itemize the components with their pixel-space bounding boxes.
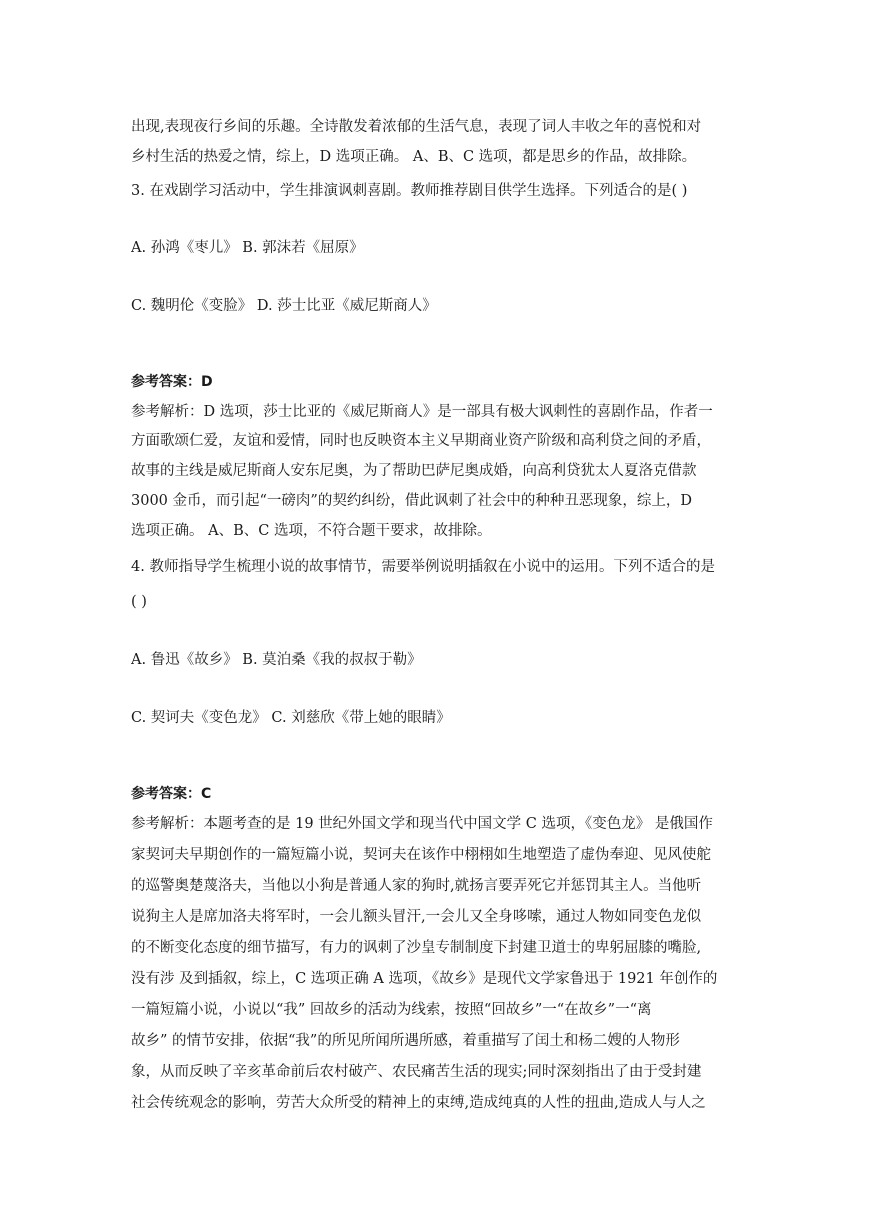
question-3-options-ab: A. 孙鸿《枣儿》 B. 郭沫若《屈原》 <box>131 240 364 256</box>
question-4-analysis-line: 参考解析：本题考查的是 19 世纪外国文学和现当代中国文学 C 选项，《变色龙》 是俄国作 <box>131 816 713 832</box>
question-4-analysis-line: 的巡警奥楚蔑洛夫，当他以小狗是普通人家的狗时,就扬言要弄死它并惩罚其主人。当他听 <box>131 878 702 894</box>
question-4-analysis-line: 一篇短篇小说，小说以“我” 回故乡的活动为线索，按照“回故乡”一“在故乡”一“离 <box>131 1002 652 1018</box>
question-3-options-cd: C. 魏明伦《变脸》 D. 莎士比亚《威尼斯商人》 <box>131 298 437 314</box>
question-3-analysis-line: 方面歌颂仁爱，友谊和爱情，同时也反映资本主义早期商业资产阶级和高利贷之间的矛盾， <box>131 433 711 449</box>
question-4-answer: 参考答案：C <box>131 786 212 802</box>
question-3-analysis-line: 3000 金币，而引起“一磅肉”的契约纠纷，借此讽刺了社会中的种种丑恶现象，综上，D <box>131 493 692 509</box>
question-3-answer: 参考答案：D <box>131 374 213 390</box>
question-4-options-cd: C. 契诃夫《变色龙》 C. 刘慈欣《带上她的眼睛》 <box>131 710 451 726</box>
question-4-analysis-line: 家契诃夫早期创作的一篇短篇小说，契诃夫在该作中栩栩如生地塑造了虚伪奉迎、见风使舵 <box>131 847 711 863</box>
question-4-options-ab: A. 鲁迅《故乡》 B. 莫泊桑《我的叔叔于勒》 <box>131 652 422 668</box>
intro-line: 出现,表现夜行乡间的乐趣。全诗散发着浓郁的生活气息，表现了词人丰收之年的喜悦和对 <box>131 119 702 135</box>
question-4-analysis-line: 的不断变化态度的细节描写，有力的讽刺了沙皇专制制度下封建卫道士的卑躬屈膝的嘴脸, <box>131 940 702 956</box>
question-3-analysis-line: 参考解析：D 选项，莎士比亚的《威尼斯商人》是一部具有极大讽刺性的喜剧作品，作者一 <box>131 404 713 420</box>
intro-line: 乡村生活的热爱之情，综上，D 选项正确。 A、B、C 选项，都是思乡的作品，故排除。 <box>131 149 697 165</box>
question-4-stem: ( ) <box>131 594 147 610</box>
question-4-analysis-line: 社会传统观念的影响，劳苦大众所受的精神上的束缚,造成纯真的人性的扭曲,造成人与人之 <box>131 1095 706 1111</box>
question-3-analysis-line: 故事的主线是威尼斯商人安东尼奥，为了帮助巴萨尼奥成婚，向高利贷犹太人夏洛克借款 <box>131 463 697 479</box>
question-3-analysis-line: 选项正确。 A、B、C 选项，不符合题干要求，故排除。 <box>131 523 492 539</box>
question-4-analysis-line: 说狗主人是席加洛夫将军时，一会儿额头冒汗,一会儿又全身哆嗦，通过人物如同变色龙似 <box>131 909 702 925</box>
question-4-analysis-line: 象，从而反映了辛亥革命前后农村破产、农民痛苦生活的现实;同时深刻指出了由于受封建 <box>131 1064 702 1080</box>
question-3-stem: 3. 在戏剧学习活动中，学生排演讽刺喜剧。教师推荐剧目供学生选择。下列适合的是( ) <box>131 183 688 199</box>
question-4-analysis-line: 没有涉 及到插叙，综上，C 选项正确 A 选项，《故乡》是现代文学家鲁迅于 1921 年创作的 <box>131 971 718 987</box>
question-4-analysis-line: 故乡” 的情节安排，依据“我”的所见所闻所遇所感，着重描写了闰土和杨二嫂的人物形 <box>131 1033 680 1049</box>
question-4-stem: 4. 教师指导学生梳理小说的故事情节，需要举例说明插叙在小说中的运用。下列不适合的是 <box>131 559 715 575</box>
